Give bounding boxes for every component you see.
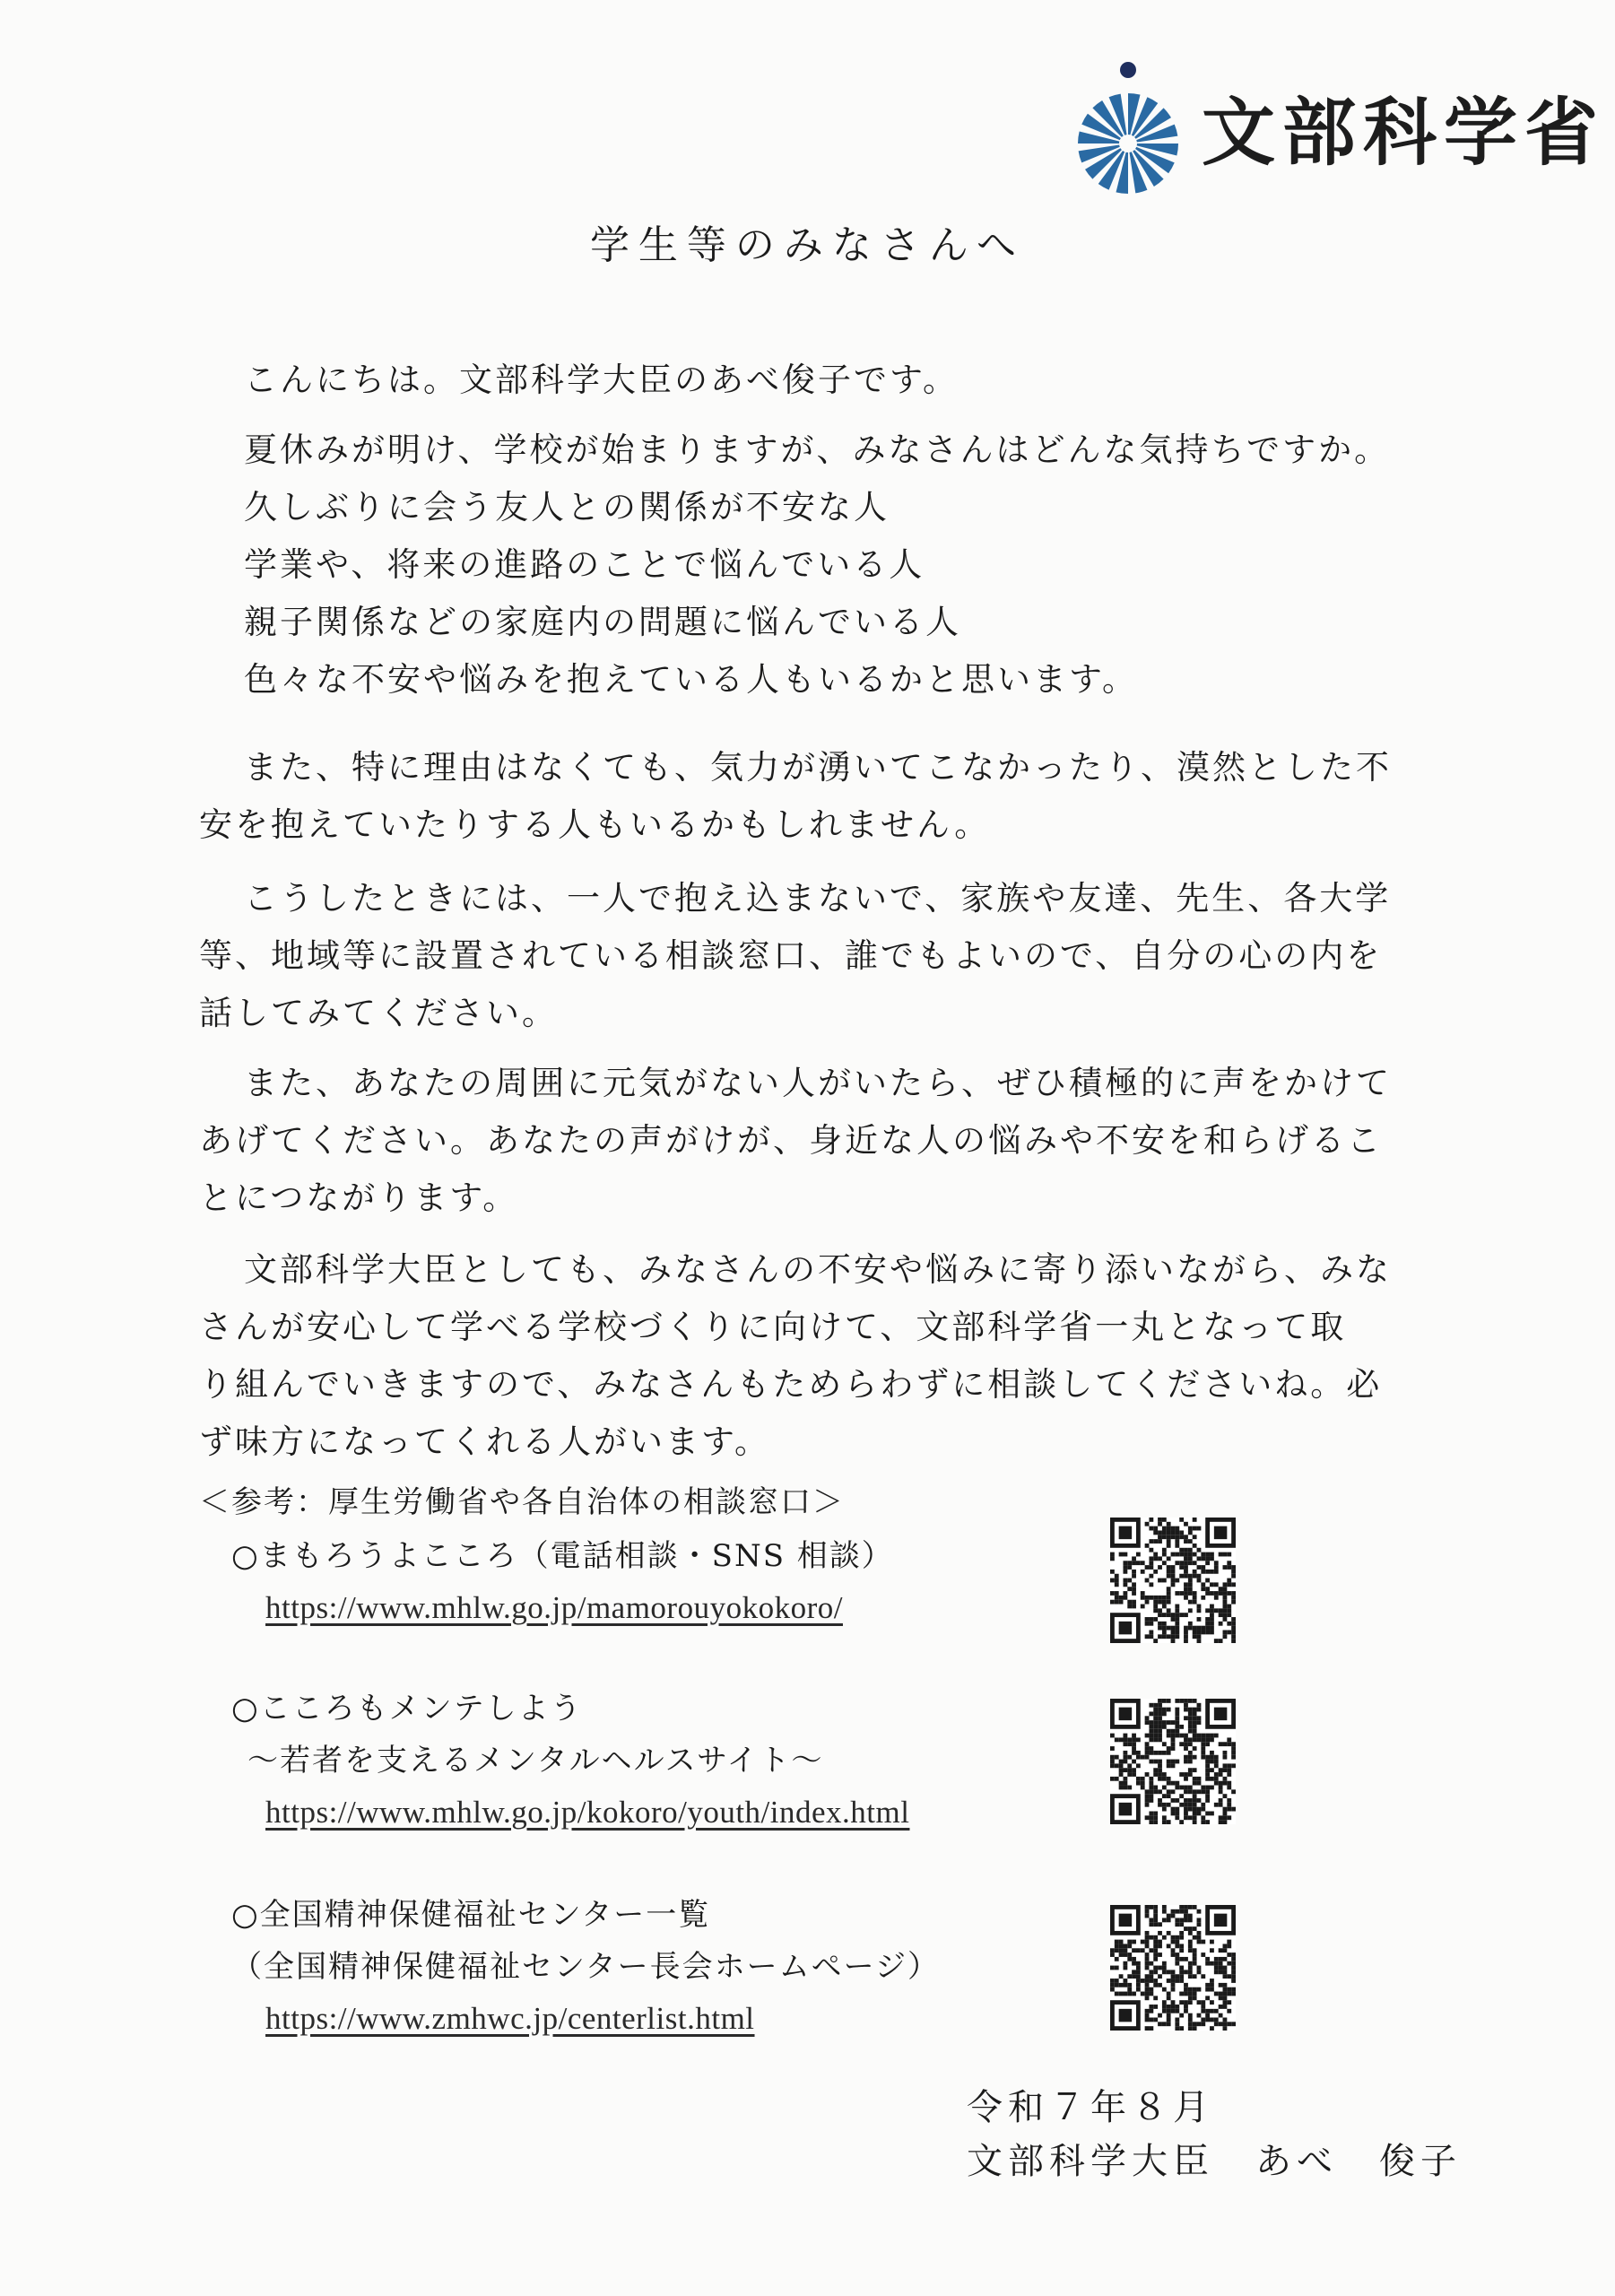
references-heading: ＜参考：厚生労働省や各自治体の相談窓口＞ — [199, 1484, 845, 1520]
question-paragraph — [199, 422, 1472, 709]
body-line: こうしたときには、一人で抱え込まないで、家族や友達、先生、各大学 — [244, 879, 1392, 918]
body-line: 久しぶりに会う友人との関係が不安な人 — [244, 488, 890, 526]
body-line: 等、地域等に設置されている相談窓口、誰でもよいので、自分の心の内を — [199, 936, 1383, 975]
qr-code-icon — [1110, 1518, 1236, 1643]
reference-item-mamorouyokokoro — [231, 1530, 1128, 1634]
body-line: こんにちは。文部科学大臣のあべ俊子です。 — [244, 361, 959, 399]
qr-code-icon — [1110, 1905, 1236, 2031]
qr-code-icon — [1110, 1699, 1236, 1824]
body-line: 夏休みが明け、学校が始まりますが、みなさんはどんな気持ちですか。 — [244, 430, 1391, 469]
greeting-paragraph — [199, 352, 1472, 409]
reference-title: ○まもろうよこころ（電話相談・SNS 相談） — [231, 1538, 894, 1574]
body-line: 親子関係などの家庭内の問題に悩んでいる人 — [244, 603, 961, 641]
worry-paragraph — [199, 739, 1472, 854]
mext-emblem-icon — [1076, 61, 1180, 196]
signature-block — [967, 2081, 1462, 2188]
mext-logo — [1076, 61, 1606, 196]
body-line: り組んでいきますので、みなさんもためらわずに相談してくださいね。必 — [199, 1365, 1383, 1404]
body-line: ず味方になってくれる人がいます。 — [199, 1422, 771, 1461]
body-line: また、特に理由はなくても、気力が湧いてこなかったり、漠然とした不 — [244, 748, 1392, 787]
body-line: 安を抱えていたりする人もいるかもしれません。 — [199, 805, 991, 844]
body-line: 話してみてください。 — [199, 994, 558, 1032]
reference-link[interactable]: https://www.zmhwc.jp/centerlist.html — [265, 2001, 755, 2036]
reference-link[interactable]: https://www.mhlw.go.jp/mamorouyokokoro/ — [265, 1590, 843, 1625]
reference-item-kokoro-mente — [231, 1683, 1128, 1839]
body-line: さんが安心して学べる学校づくりに向けて、文部科学省一丸となって取 — [199, 1308, 1347, 1346]
reference-link[interactable]: https://www.mhlw.go.jp/kokoro/youth/index.html — [265, 1795, 910, 1830]
consult-paragraph — [199, 870, 1472, 1042]
body-line: また、あなたの周囲に元気がない人がいたら、ぜひ積極的に声をかけて — [244, 1064, 1392, 1102]
body-line: あげてください。あなたの声がけが、身近な人の悩みや不安を和らげるこ — [199, 1121, 1383, 1160]
reach-out-paragraph — [199, 1055, 1472, 1227]
logo-wordmark: 文部科学省 — [1202, 91, 1606, 176]
reference-subtitle: （全国精神保健福祉センター長会ホームページ） — [231, 1949, 940, 1985]
body-line: 色々な不安や悩みを抱えている人もいるかと思います。 — [244, 660, 1139, 699]
signature-date: 令和７年８月 — [967, 2087, 1214, 2128]
page-title: 学生等のみなさんへ — [589, 222, 1026, 268]
body-line: 学業や、将来の進路のことで悩んでいる人 — [244, 545, 925, 584]
reference-item-centerlist — [231, 1889, 1128, 2045]
body-line: 文部科学大臣としても、みなさんの不安や悩みに寄り添いながら、みな — [244, 1250, 1392, 1289]
body-line: とにつながります。 — [199, 1178, 519, 1217]
reference-title: ○こころもメンテしよう — [231, 1691, 583, 1726]
signature-name: 文部科学大臣 あべ 俊子 — [967, 2141, 1462, 2182]
closing-paragraph — [199, 1241, 1472, 1471]
reference-title: ○全国精神保健福祉センター一覧 — [231, 1897, 711, 1933]
reference-subtitle: ～若者を支えるメンタルヘルスサイト～ — [247, 1743, 824, 1779]
